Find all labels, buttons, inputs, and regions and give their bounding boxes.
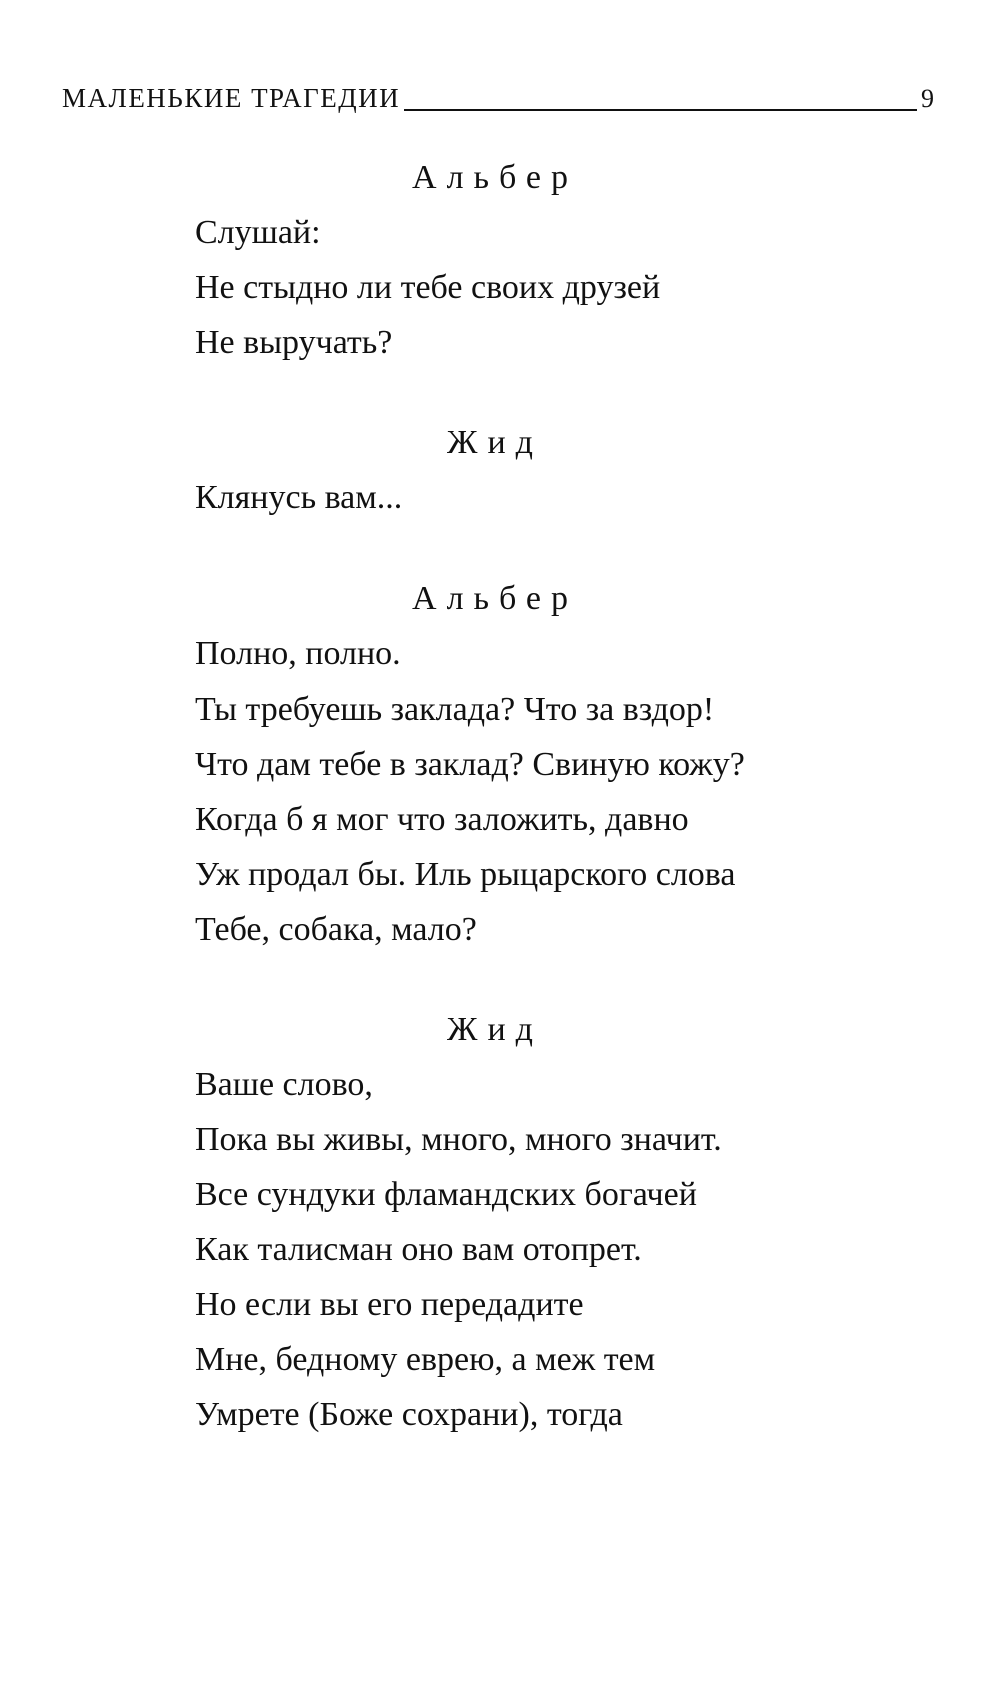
verse-line: Клянусь вам... (195, 479, 403, 516)
speaker-name: Альбер (412, 580, 578, 617)
running-head (62, 72, 934, 112)
verse-line: Пока вы живы, много, много значит. (195, 1121, 722, 1158)
verse-line: Когда б я мог что заложить, давно (195, 801, 689, 838)
page-number: 9 (921, 84, 934, 113)
verse-line: Ты требуешь заклада? Что за вздор! (195, 691, 715, 728)
running-rule (404, 109, 917, 111)
speaker-name: Жид (447, 1011, 543, 1048)
speaker-name: Жид (447, 424, 543, 461)
verse-line: Не выручать? (195, 324, 393, 361)
verse-line: Умрете (Боже сохрани), тогда (195, 1396, 623, 1433)
verse-line: Не стыдно ли тебе своих друзей (195, 269, 661, 306)
verse-line: Полно, полно. (195, 635, 401, 672)
running-title: МАЛЕНЬКИЕ ТРАГЕДИИ (62, 83, 401, 113)
verse-line: Как талисман оно вам отопрет. (195, 1231, 642, 1268)
verse-line: Тебе, собака, мало? (195, 911, 477, 948)
speaker-name: Альбер (412, 159, 578, 196)
verse-line: Мне, бедному еврею, а меж тем (195, 1341, 656, 1378)
verse-line: Все сундуки фламандских богачей (195, 1176, 697, 1213)
verse-line: Что дам тебе в заклад? Свиную кожу? (195, 746, 745, 783)
verse-line: Ваше слово, (195, 1066, 373, 1103)
verse-line: Уж продал бы. Иль рыцарского слова (195, 856, 736, 893)
verse-line: Слушай: (195, 214, 321, 251)
verse-line: Но если вы его передадите (195, 1286, 584, 1323)
